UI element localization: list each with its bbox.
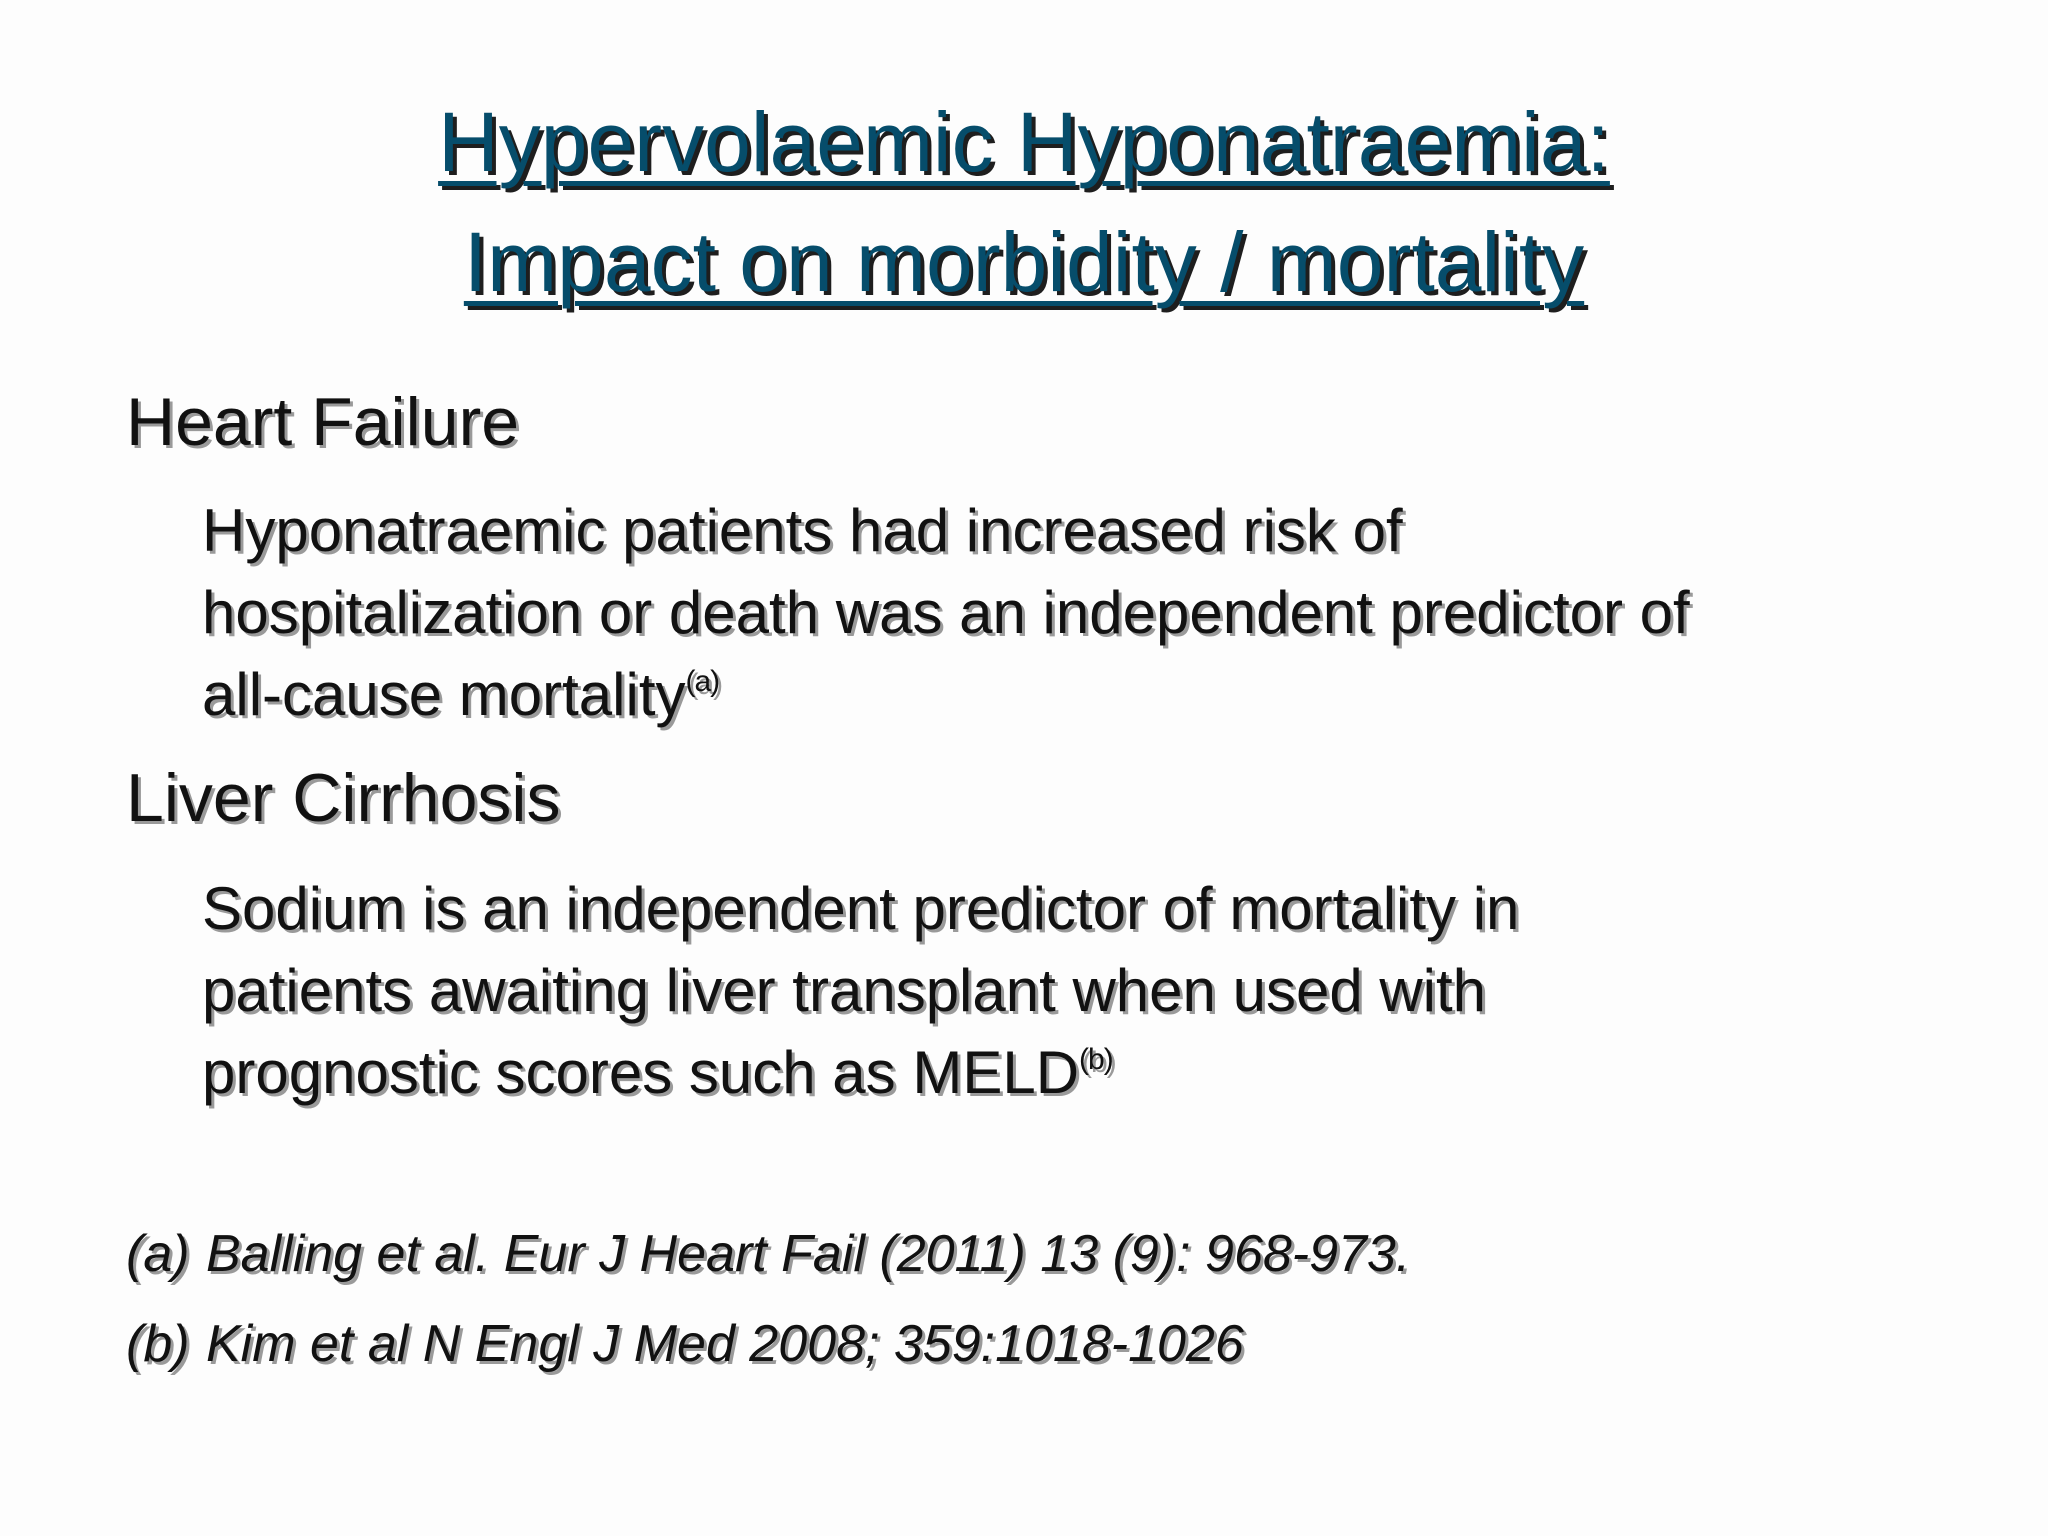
reference-marker: (a) xyxy=(126,1225,190,1283)
slide-title-line-1: Hypervolaemic Hyponatraemia: xyxy=(438,95,1610,189)
reference-text: Balling et al. Eur J Heart Fail (2011) 13 (9): 968-973. xyxy=(206,1225,1411,1283)
section-body-liver-cirrhosis xyxy=(202,868,1902,1114)
body-line xyxy=(202,654,1902,736)
body-line: patients awaiting liver transplant when used with xyxy=(202,957,1487,1024)
body-line xyxy=(202,1032,1902,1114)
reference-text: Kim et al N Engl J Med 2008; 359:1018-1026 xyxy=(206,1315,1244,1373)
body-line: hospitalization or death was an independent predictor of xyxy=(202,579,1690,646)
slide-title xyxy=(0,82,2048,322)
body-line: Sodium is an independent predictor of mortality in xyxy=(202,875,1520,942)
body-line: Hyponatraemic patients had increased risk of xyxy=(202,497,1403,564)
slide-title-line-2: Impact on morbidity / mortality xyxy=(463,215,1585,309)
section-heading-heart-failure: Heart Failure xyxy=(126,384,520,460)
reference-item xyxy=(126,1222,1410,1312)
section-body-heart-failure xyxy=(202,490,1902,736)
section-heading-liver-cirrhosis: Liver Cirrhosis xyxy=(126,760,561,836)
body-line-text: all-cause mortality xyxy=(202,661,686,728)
reference-marker: (b) xyxy=(126,1315,190,1373)
reference-list xyxy=(126,1222,1410,1402)
citation-marker-b: (b) xyxy=(1079,1043,1113,1076)
body-line-text: prognostic scores such as MELD xyxy=(202,1039,1080,1106)
reference-item xyxy=(126,1312,1410,1402)
citation-marker-a: (a) xyxy=(685,665,720,698)
